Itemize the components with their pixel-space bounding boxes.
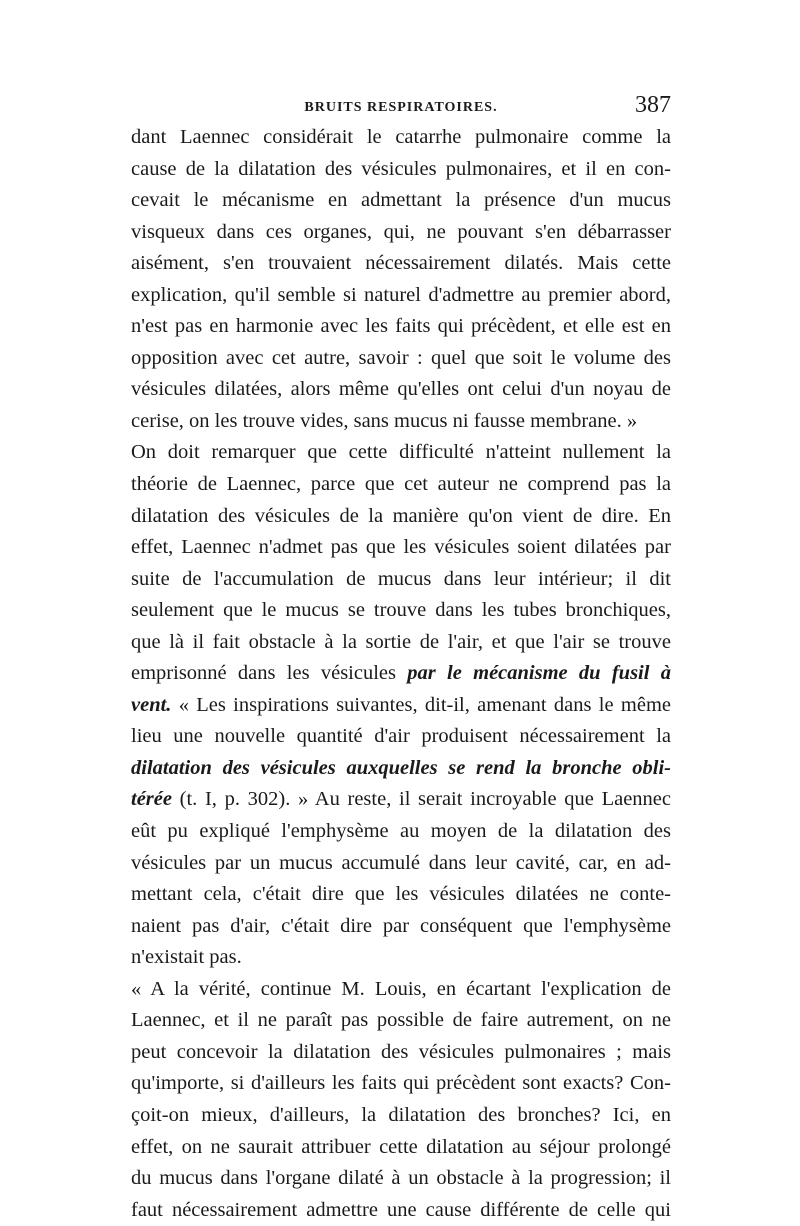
text-line: effet, on ne saurait attribuer cette dilatation au séjour prolongé (131, 1135, 671, 1158)
text-line: eût pu expliqué l'emphysème au moyen de la dilatation des (131, 820, 671, 843)
running-title: BRUITS RESPIRATOIRES. (304, 100, 498, 115)
text-line: effet, Laennec n'admet pas que les vésicules soient dilatées par (131, 536, 671, 559)
text-line: qu'importe, si d'ailleurs les faits qui précèdent sont exacts? Con- (131, 1072, 671, 1095)
text-line: faut nécessairement admettre une cause différente de celle qui (131, 1198, 671, 1221)
text-line: du mucus dans l'organe dilaté à un obstacle à la progression; il (131, 1167, 671, 1190)
italic-phrase: dilatation des vésicules auxquelles se rend la bronche obli- (131, 756, 671, 779)
text-line: naient pas d'air, c'était dire par conséquent que l'emphysème (131, 914, 671, 937)
text-line-part: « Les inspirations suivantes, dit-il, amenant dans le même (171, 693, 671, 716)
text-line (131, 690, 671, 722)
page-header (131, 92, 671, 122)
text-line: vésicules par un mucus accumulé dans leur cavité, car, en ad- (131, 851, 671, 874)
italic-phrase: vent. (131, 693, 172, 716)
text-line: lieu une nouvelle quantité d'air produisent nécessairement la (131, 725, 671, 748)
text-line: opposition avec cet autre, savoir : quel que soit le volume des (131, 346, 671, 369)
text-line: cause de la dilatation des vésicules pulmonaires, et il en con- (131, 157, 671, 180)
text-line (131, 753, 671, 785)
text-line: « A la vérité, continue M. Louis, en écartant l'explication de (131, 977, 671, 1000)
body-text (131, 122, 671, 1226)
italic-phrase: térée (131, 788, 172, 811)
text-line: n'est pas en harmonie avec les faits qui précèdent, et elle est en (131, 315, 671, 338)
text-line: dilatation des vésicules de la manière qu'on vient de dire. En (131, 504, 671, 527)
text-line: n'existait pas. (131, 946, 242, 969)
text-line: explication, qu'il semble si naturel d'admettre au premier abord, (131, 283, 671, 306)
text-line: seulement que le mucus se trouve dans les tubes bronchiques, (131, 599, 671, 622)
text-line: théorie de Laennec, parce que cet auteur ne comprend pas la (131, 473, 671, 496)
text-line: que là il fait obstacle à la sortie de l'air, et que l'air se trouve (131, 630, 671, 653)
page-number: 387 (635, 92, 671, 118)
text-line: suite de l'accumulation de mucus dans leur intérieur; il dit (131, 567, 671, 590)
text-line: dant Laennec considérait le catarrhe pulmonaire comme la (131, 126, 671, 148)
text-line (131, 658, 671, 690)
text-line: mettant cela, c'était dire que les vésicules dilatées ne conte- (131, 883, 671, 906)
text-line-part: (t. I, p. 302). » Au reste, il serait incroyable que Laennec (171, 788, 671, 811)
text-line: cerise, on les trouve vides, sans mucus ni fausse membrane. » (131, 409, 638, 432)
text-line: çoit-on mieux, d'ailleurs, la dilatation des bronches? Ici, en (131, 1103, 671, 1126)
text-line: peut concevoir la dilatation des vésicules pulmonaires ; mais (131, 1040, 671, 1063)
text-line: cevait le mécanisme en admettant la présence d'un mucus (131, 189, 671, 212)
italic-phrase: par le mécanisme du fusil à (407, 662, 671, 685)
text-line: vésicules dilatées, alors même qu'elles ont celui d'un noyau de (131, 378, 671, 401)
text-line-part: emprisonné dans les vésicules (131, 662, 408, 685)
text-line: aisément, s'en trouvaient nécessairement dilatés. Mais cette (131, 252, 671, 275)
text-line: Laennec, et il ne paraît pas possible de faire autrement, on ne (131, 1009, 671, 1032)
text-line: visqueux dans ces organes, qui, ne pouvant s'en débarrasser (131, 220, 671, 243)
text-line (131, 784, 671, 816)
text-line: On doit remarquer que cette difficulté n'atteint nullement la (131, 441, 671, 464)
